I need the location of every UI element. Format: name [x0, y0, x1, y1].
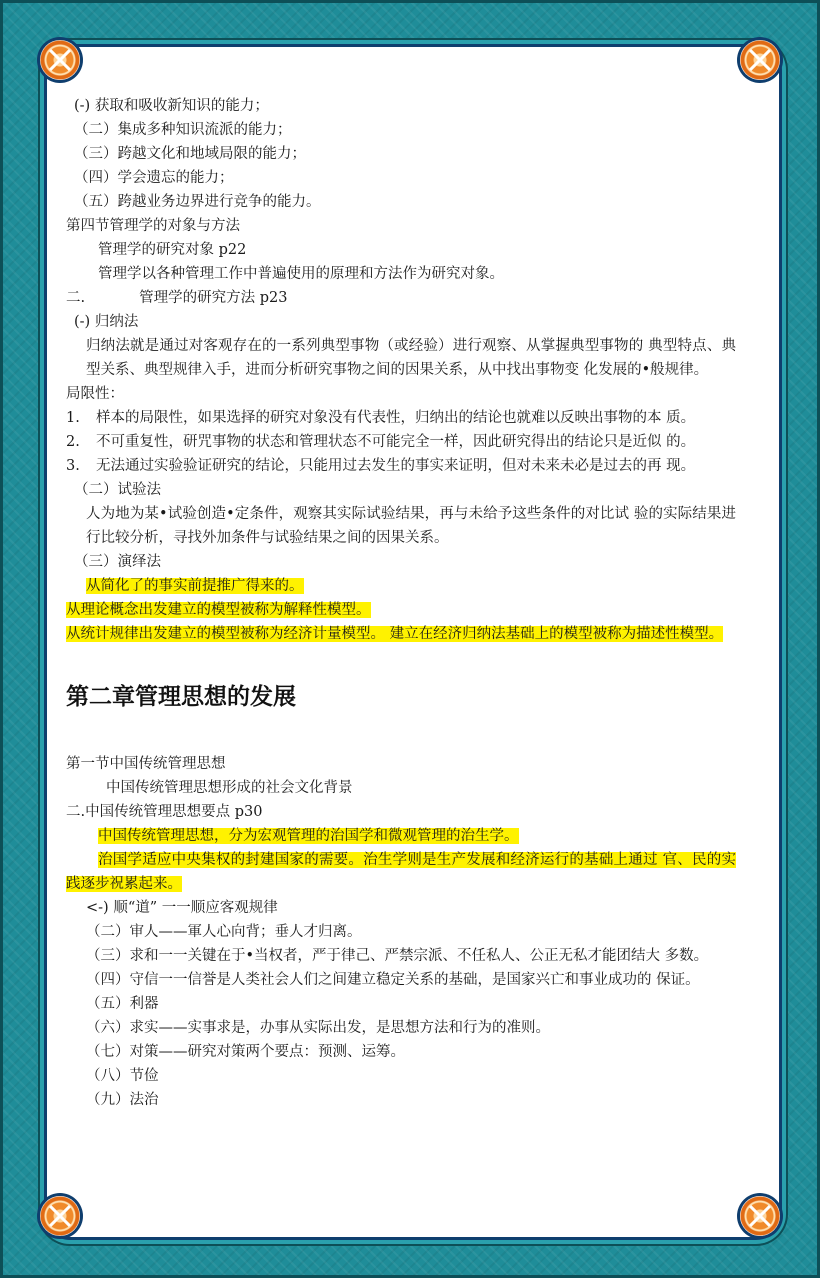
list-item: （七）对策——研究对策两个要点：预测、运筹。	[86, 1044, 405, 1060]
list-item: （四）学会遗忘的能力；	[74, 170, 234, 186]
highlighted-text: 从简化了的事实前提推广得来的。	[86, 578, 304, 594]
list-item: （二）集成多种知识流派的能力；	[74, 122, 292, 138]
highlighted-text: 从统计规律出发建立的模型被称为经济计量模型。 建立在经济归纳法基础上的模型被称为描述性模型。	[66, 626, 724, 642]
subheading: （二）试验法	[74, 482, 161, 498]
list-item: （三）求和一一关键在于•当权者，严于律己、严禁宗派、不任私人、公正无私才能团结大 多数。	[86, 948, 709, 964]
subheading-text: 管理学的研究方法 p23	[139, 290, 288, 306]
corner-ornament-icon	[40, 40, 80, 80]
list-number: 2.	[66, 434, 80, 450]
list-text: 样本的局限性，如果选择的研究对象没有代表性，归纳出的结论也就难以反映出事物的本 质。	[96, 410, 696, 426]
list-text: 无法通过实验验证研究的结论，只能用过去发生的事实来证明，但对未来未必是过去的再 现。	[96, 458, 696, 474]
list-item: （二）审人——軍人心向背；垂人才归离。	[86, 924, 362, 940]
subheading: （三）演绎法	[74, 554, 161, 570]
paragraph: 归纳法就是通过对客观存在的一系列典型事物（或经验）进行观察、从掌握典型事物的 典型特点、典型关系、典型规律入手，进而分析研究事物之间的因果关系，从中找出事物变 化发展的•般规律。	[86, 338, 736, 378]
list-item: （八）节俭	[86, 1068, 159, 1084]
chapter-title: 第二章管理思想的发展	[66, 683, 296, 710]
subheading: 管理学的研究对象 p22	[98, 242, 247, 258]
highlighted-text: 治国学适应中央集权的封建国家的需要。治生学则是生产发展和经济运行的基础上通过 官、民的实践逐步祝累起来。	[66, 852, 736, 892]
subheading-number: 二.	[66, 290, 86, 306]
subheading: 中国传统管理思想形成的社会文化背景	[106, 780, 353, 796]
document-body	[66, 94, 736, 1112]
list-item: （五）跨越业务边界进行竞争的能力。	[74, 194, 321, 210]
highlighted-text: 从理论概念出发建立的模型被称为解释性模型。	[66, 602, 371, 618]
corner-ornament-icon	[740, 40, 780, 80]
corner-ornament-icon	[40, 1196, 80, 1236]
subheading: 局限性：	[66, 386, 124, 402]
list-item: （四）守信一一信誉是人类社会人们之间建立稳定关系的基础，是国家兴亡和事业成功的 保证。	[86, 972, 700, 988]
list-item: （六）求实——实事求是，办事从实际出发，是思想方法和行为的准则。	[86, 1020, 550, 1036]
list-text: 不可重复性，研咒事物的状态和管理状态不可能完全一样，因此研究得出的结论只是近似 的。	[96, 434, 696, 450]
list-number: 1.	[66, 410, 80, 426]
list-item	[66, 454, 736, 478]
list-number: 3.	[66, 458, 80, 474]
list-item: （三）跨越文化和地域局限的能力；	[74, 146, 306, 162]
subheading: 二.中国传统管理思想要点 p30	[66, 804, 263, 820]
subheading: (-) 归纳法	[74, 314, 139, 330]
list-item: (-) 获取和吸收新知识的能力；	[74, 98, 269, 114]
list-item: （五）利器	[86, 996, 159, 1012]
section-title: 第一节中国传统管理思想	[66, 756, 226, 772]
section-title: 第四节管理学的对象与方法	[66, 218, 240, 234]
corner-ornament-icon	[740, 1196, 780, 1236]
paragraph: 管理学以各种管理工作中普遍使用的原理和方法作为研究对象。	[98, 266, 504, 282]
highlighted-text: 中国传统管理思想，分为宏观管理的治国学和微观管理的治生学。	[98, 828, 519, 844]
list-item: （九）法治	[86, 1092, 159, 1108]
paragraph: 人为地为某•试验创造•定条件，观察其实际试验结果，再与未给予这些条件的对比试 验的实际结果进行比较分析，寻找外加条件与试验结果之间的因果关系。	[86, 506, 736, 546]
subheading	[66, 286, 736, 310]
list-item: <-) 顺“道” 一一顺应客观规律	[86, 900, 278, 916]
list-item	[66, 430, 736, 454]
list-item	[66, 406, 736, 430]
